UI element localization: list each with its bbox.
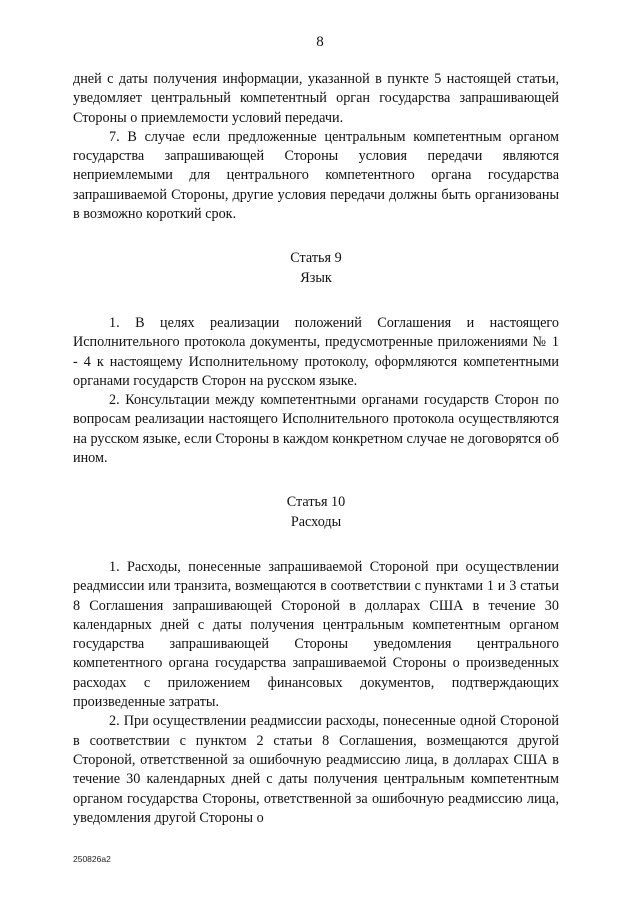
paragraph-article-9-clause-2: 2. Консультации между компетентными органами государств Сторон по вопросам реализации настоящего Исполнительного протокола осуществляются на русском языке, если Стороны в каждом конкретном случае не договорятся об ином. bbox=[73, 392, 559, 467]
article-number: Статья 10 bbox=[286, 494, 346, 511]
document-body bbox=[73, 70, 559, 828]
paragraph-article-9-clause-1: 1. В целях реализации положений Соглашения и настоящего Исполнительного протокола документы, предусмотренные приложениями № 1 - 4 к настоящему Исполнительному протоколу, оформляются компетентными органами государств Сторон на русском языке. bbox=[73, 314, 559, 389]
article-title: Расходы bbox=[290, 513, 342, 530]
paragraph-clause-7: 7. В случае если предложенные центральным компетентным органом государства запрашивающей Стороны условия передачи являются неприемлемыми для центрального компетентного органа государства запрашиваемой Стороны, другие условия передачи должны быть организованы в возможно короткий срок. bbox=[73, 128, 559, 223]
article-10-heading bbox=[73, 493, 559, 532]
paragraph-article-10-clause-2: 2. При осуществлении реадмиссии расходы, понесенные одной Стороной в соответствии с пунктом 2 статьи 8 Соглашения, возмещаются другой Стороной, ответственной за ошибочную реадмиссию лица, в долларах США в течение 30 календарных дней с даты получения центральным компетентным органом государства Стороны, ответственной за ошибочную реадмиссию лица, уведомления другой Стороны о bbox=[73, 713, 559, 826]
article-number: Статья 9 bbox=[290, 250, 342, 267]
page-number: 8 bbox=[316, 34, 324, 50]
article-9-heading bbox=[73, 249, 559, 288]
article-title: Язык bbox=[300, 269, 332, 286]
paragraph-continuation: дней с даты получения информации, указанной в пункте 5 настоящей статьи, уведомляет центральный компетентный орган государства запрашивающей Стороны о приемлемости условий передачи. bbox=[73, 71, 559, 126]
paragraph-article-10-clause-1: 1. Расходы, понесенные запрашиваемой Стороной при осуществлении реадмиссии или транзита, возмещаются в соответствии с пунктами 1 и 3 статьи 8 Соглашения запрашивающей Стороной в долларах США в течение 30 календарных дней с даты получения центральным компетентным органом государства запрашивающей Стороны уведомления центрального компетентного органа государства запрашиваемой Стороны о произведенных расходах с приложением финансовых документов, подтверждающих произведенные затраты. bbox=[73, 558, 559, 711]
document-code: 250826а2 bbox=[73, 854, 111, 864]
